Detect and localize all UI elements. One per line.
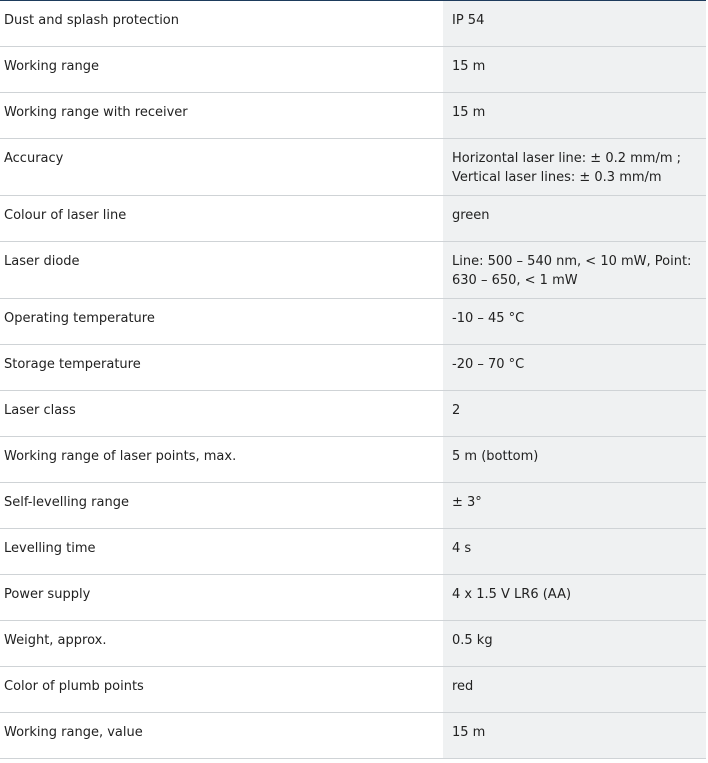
spec-label: Working range with receiver [4,105,188,120]
spec-value: 0.5 kg [443,621,706,666]
spec-value: 4 x 1.5 V LR6 (AA) [443,575,706,620]
spec-label: Storage temperature [4,357,141,372]
spec-label: Accuracy [4,151,64,166]
spec-row [0,621,706,667]
spec-label: Self-levelling range [4,495,129,510]
spec-label: Levelling time [4,541,96,556]
spec-value: -10 – 45 °C [443,299,706,344]
spec-row [0,47,706,93]
spec-label: Color of plumb points [4,679,144,694]
spec-value: IP 54 [443,1,706,46]
spec-row [0,139,706,196]
spec-label: Working range [4,59,99,74]
spec-row [0,713,706,759]
spec-row [0,529,706,575]
spec-label: Dust and splash protection [4,13,179,28]
spec-label: Laser class [4,403,76,418]
spec-value: 15 m [443,713,706,758]
spec-value: -20 – 70 °C [443,345,706,390]
spec-label: Colour of laser line [4,208,127,223]
spec-label: Power supply [4,587,91,602]
spec-label: Weight, approx. [4,633,107,648]
spec-row [0,483,706,529]
spec-value: Line: 500 – 540 nm, < 10 mW, Point: 630 – 650, < 1 mW [443,242,706,298]
spec-row [0,437,706,483]
spec-value: red [443,667,706,712]
spec-row [0,667,706,713]
spec-row [0,242,706,299]
spec-label: Laser diode [4,254,80,269]
spec-value: 4 s [443,529,706,574]
spec-row [0,1,706,47]
spec-value: 5 m (bottom) [443,437,706,482]
spec-row [0,391,706,437]
spec-row [0,345,706,391]
spec-row [0,575,706,621]
spec-value: Horizontal laser line: ± 0.2 mm/m ; Vertical laser lines: ± 0.3 mm/m [443,139,706,195]
spec-label: Working range, value [4,725,143,740]
spec-row [0,299,706,345]
spec-value: 15 m [443,93,706,138]
spec-label: Working range of laser points, max. [4,449,237,464]
spec-row [0,93,706,139]
spec-label: Operating temperature [4,311,155,326]
spec-value: ± 3° [443,483,706,528]
spec-value: 2 [443,391,706,436]
spec-value: green [443,196,706,241]
spec-value: 15 m [443,47,706,92]
spec-row [0,196,706,242]
